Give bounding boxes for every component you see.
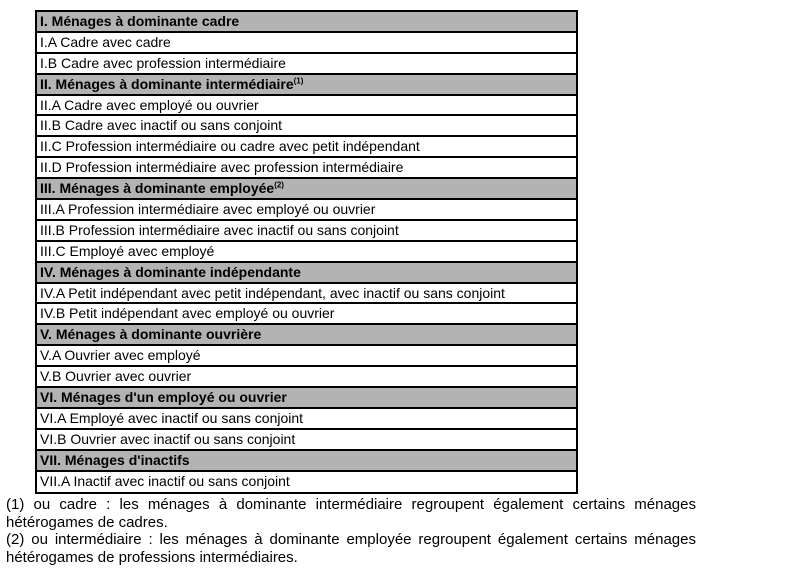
- table-section-header: [37, 451, 576, 472]
- row-label: III.B Profession intermédiaire avec inactif ou sans conjoint: [40, 221, 399, 238]
- table-row: [37, 409, 576, 430]
- row-label: III.A Profession intermédiaire avec employé ou ouvrier: [40, 201, 376, 218]
- table-section-header: [37, 179, 576, 200]
- section-title: II. Ménages à dominante intermédiaire: [40, 75, 294, 92]
- footnote-ref: (1): [293, 76, 304, 86]
- row-label: VII.A Inactif avec inactif ou sans conjoint: [40, 472, 290, 489]
- table-section-header: [37, 12, 576, 33]
- row-label: VI.A Employé avec inactif ou sans conjoint: [40, 409, 304, 426]
- table-row: [37, 54, 576, 75]
- section-title: VII. Ménages d'inactifs: [40, 451, 190, 468]
- row-label: IV.B Petit indépendant avec employé ou ouvrier: [40, 305, 335, 322]
- table-row: [37, 200, 576, 221]
- table-row: [37, 284, 576, 305]
- table-row: [37, 304, 576, 325]
- row-label: II.D Profession intermédiaire avec profession intermédiaire: [40, 159, 404, 176]
- table-section-header: [37, 325, 576, 346]
- table-section-header: [37, 75, 576, 96]
- table-row: [37, 137, 576, 158]
- table-row: [37, 367, 576, 388]
- table-row: [37, 158, 576, 179]
- table-row: [37, 116, 576, 137]
- row-label: II.C Profession intermédiaire ou cadre avec petit indépendant: [40, 138, 420, 155]
- row-label: I.A Cadre avec cadre: [40, 33, 171, 50]
- row-label: II.A Cadre avec employé ou ouvrier: [40, 96, 259, 113]
- section-title: III. Ménages à dominante employée: [40, 180, 275, 197]
- row-label: IV.A Petit indépendant avec petit indépendant, avec inactif ou sans conjoint: [40, 284, 505, 301]
- table-row: [37, 33, 576, 54]
- section-title: VI. Ménages d'un employé ou ouvrier: [40, 389, 287, 406]
- household-typology-table: [35, 10, 578, 494]
- footnote-2: (2) ou intermédiaire : les ménages à dominante employée regroupent également certains ménages hétérogames de professions intermédiaires.: [6, 531, 696, 566]
- table-row: [37, 472, 576, 493]
- row-label: III.C Employé avec employé: [40, 242, 215, 259]
- row-label: V.A Ouvrier avec employé: [40, 347, 201, 364]
- section-title: I. Ménages à dominante cadre: [40, 13, 240, 29]
- row-label: VI.B Ouvrier avec inactif ou sans conjoint: [40, 430, 296, 447]
- table-row: [37, 430, 576, 451]
- table-row: [37, 221, 576, 242]
- table-section-header: [37, 263, 576, 284]
- section-title: IV. Ménages à dominante indépendante: [40, 263, 301, 280]
- footnotes: [6, 496, 696, 566]
- section-title: V. Ménages à dominante ouvrière: [40, 326, 262, 343]
- footnote-1: (1) ou cadre : les ménages à dominante intermédiaire regroupent également certains ménages hétérogames de cadres.: [6, 496, 696, 531]
- table-row: [37, 96, 576, 117]
- table-row: [37, 242, 576, 263]
- footnote-ref: (2): [274, 180, 284, 190]
- table-section-header: [37, 388, 576, 409]
- table-row: [37, 346, 576, 367]
- row-label: V.B Ouvrier avec ouvrier: [40, 368, 192, 385]
- row-label: II.B Cadre avec inactif ou sans conjoint: [40, 117, 283, 134]
- row-label: I.B Cadre avec profession intermédiaire: [40, 54, 286, 71]
